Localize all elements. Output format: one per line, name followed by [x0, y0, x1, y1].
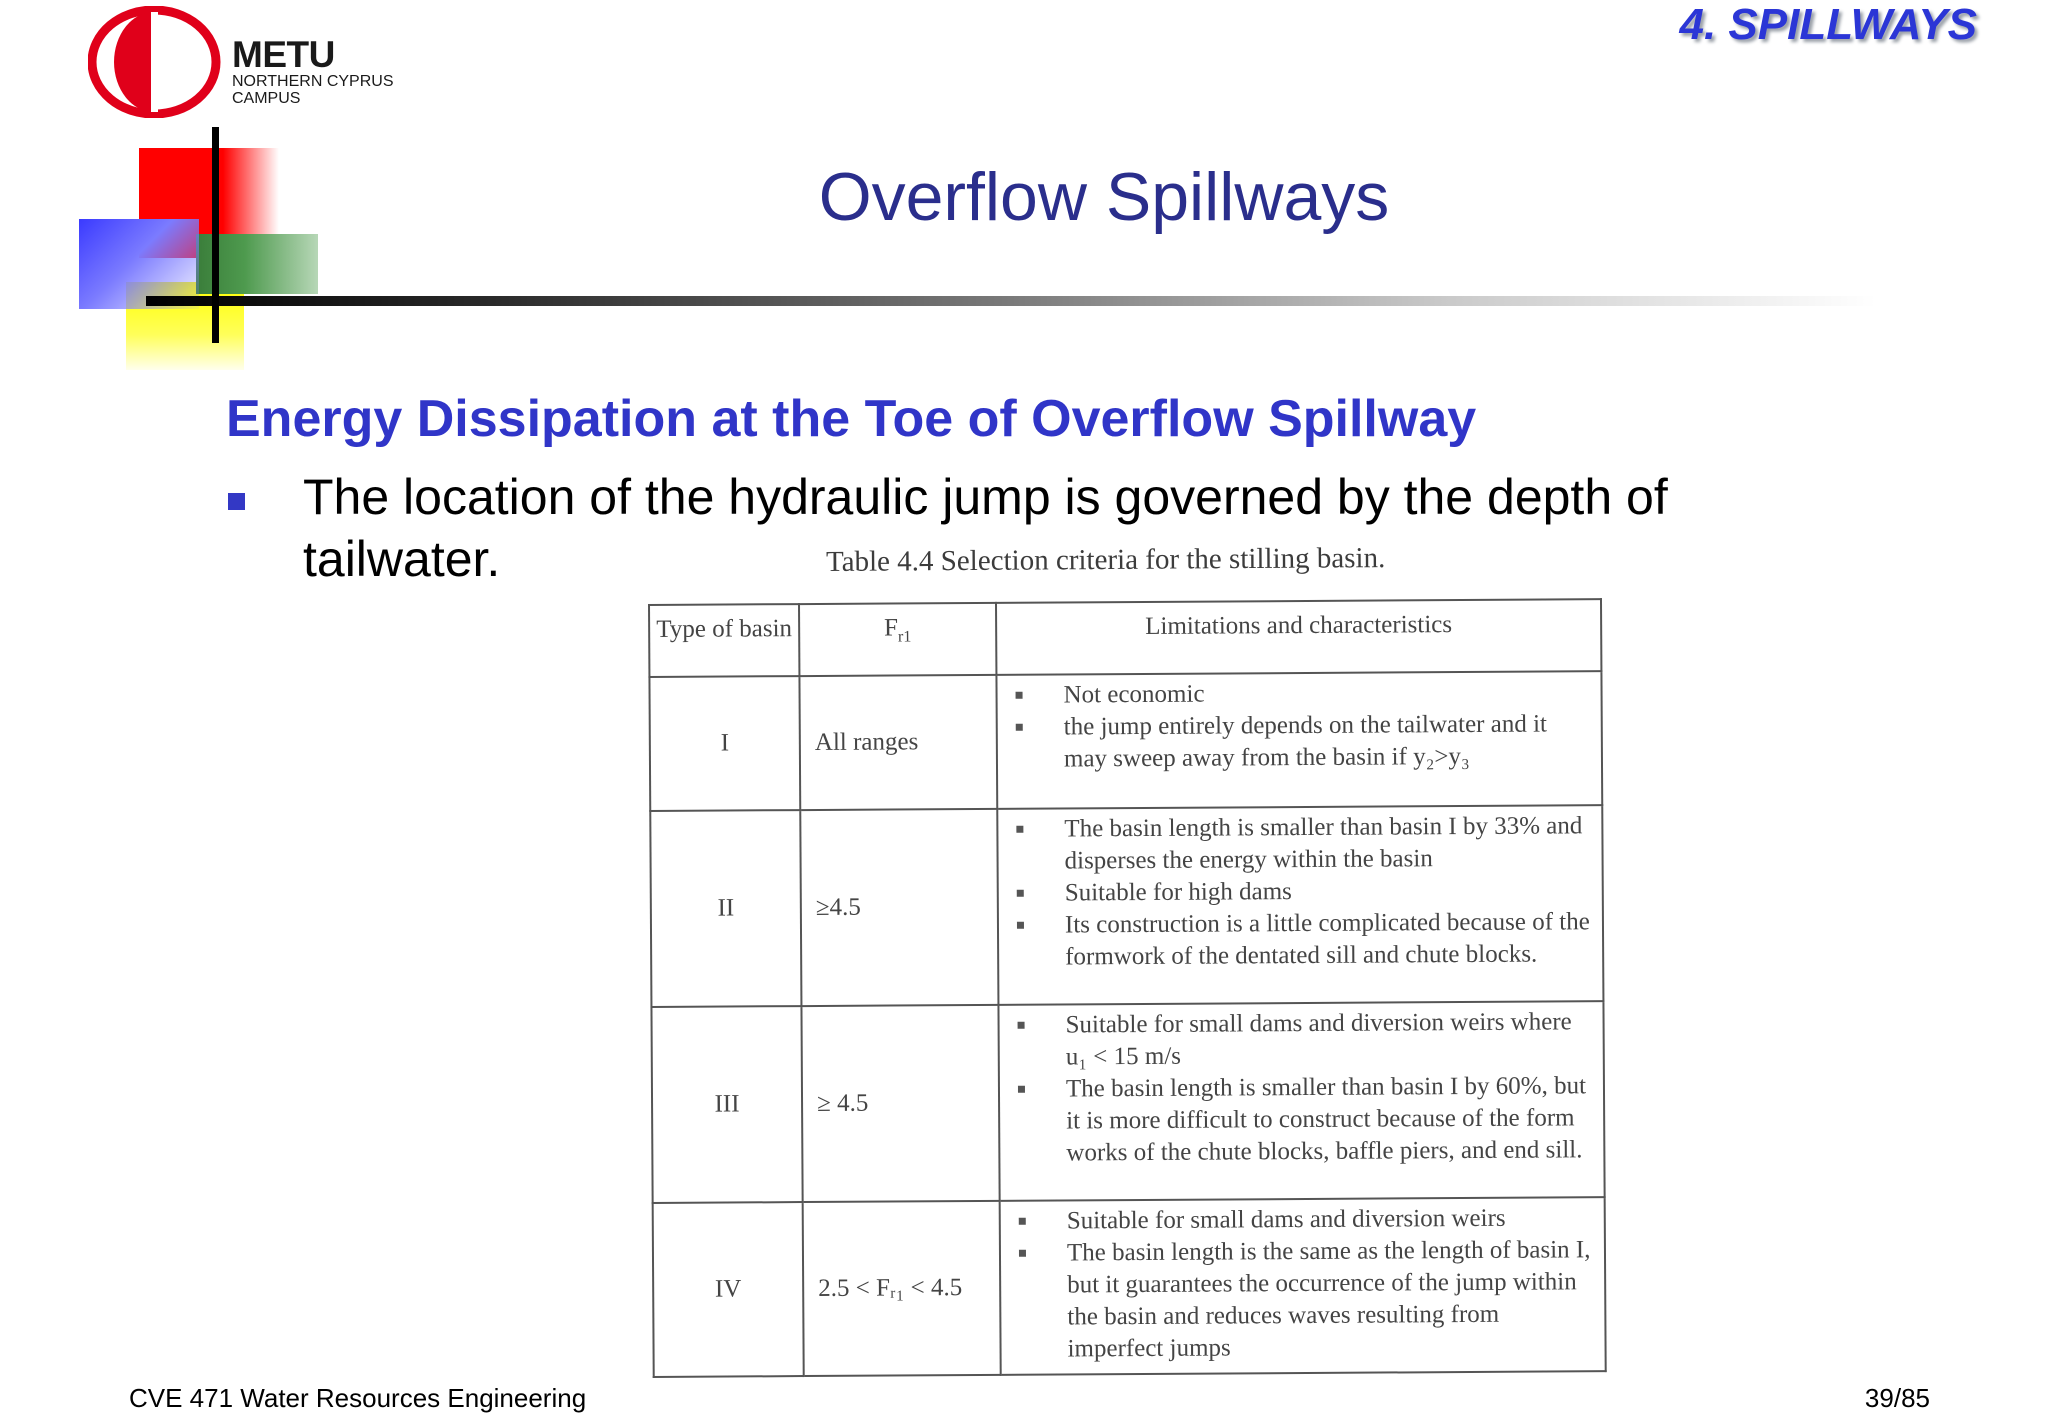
header-type [649, 604, 799, 677]
list-item-text: Suitable for small dams and diversion weirs [1066, 1204, 1506, 1235]
cell-fr: ≥ 4.5 [801, 1005, 999, 1202]
list-item [1011, 1202, 1594, 1238]
list-item-text: The basin length is the same as the length of basin I, but it guarantees the occurrence of the jump within the basin and reduces waves resulting from imperfect jumps [1066, 1236, 1591, 1363]
bullet-icon [1019, 1218, 1026, 1225]
header-limitations [996, 599, 1601, 675]
table-caption: Table 4.4 Selection criteria for the stilling basin. [825, 542, 1386, 578]
logo-name: METU [232, 34, 335, 75]
cell-type: III [651, 1006, 802, 1203]
cell-limitations [1000, 1197, 1606, 1375]
table-row [650, 805, 1603, 1007]
bullet-icon [1016, 692, 1023, 699]
list-item [1007, 676, 1590, 712]
list-item [1009, 906, 1592, 974]
cell-fr: 2.5 < Fᵣ₁ < 4.5 [803, 1201, 1001, 1376]
decor-horizontal-rule [146, 296, 1876, 306]
bullet-icon [1018, 1086, 1025, 1093]
bullet-square-icon [228, 493, 245, 510]
list-item-text: The basin length is smaller than basin I by 33% and disperses the energy within the basin [1064, 812, 1583, 875]
list-item [1008, 708, 1591, 776]
logo-sub-line1: NORTHERN CYPRUS [232, 73, 394, 90]
bullet-icon [1018, 1022, 1025, 1029]
cell-limitations [997, 805, 1603, 1005]
list-item [1008, 810, 1591, 878]
bullet-icon [1016, 826, 1023, 833]
bullet-icon [1017, 922, 1024, 929]
table-row [653, 1197, 1606, 1377]
table-row [651, 1001, 1604, 1203]
cell-fr: ≥4.5 [800, 809, 998, 1006]
header-fr-sub: r1 [897, 628, 912, 646]
list-item [1011, 1234, 1595, 1366]
footer-course: CVE 471 Water Resources Engineering [129, 1383, 587, 1413]
cell-limitations [998, 1001, 1604, 1201]
logo-subtitle [232, 73, 394, 107]
list-item [1009, 874, 1592, 910]
slide-title: Overflow Spillways [818, 159, 1390, 235]
list-item-text: Not economic [1063, 680, 1205, 709]
table-row [649, 671, 1602, 811]
footer-page-number: 39/85 [1864, 1383, 1930, 1413]
cell-type: II [650, 810, 801, 1007]
list-item [1009, 1006, 1592, 1074]
list-item-text: The basin length is smaller than basin I by 60%, but it is more difficult to construct because of the form works of the chute blocks, baffle piers, and end sill. [1065, 1072, 1587, 1167]
cell-limitations [996, 671, 1602, 809]
header-limitations-label: Limitations and characteristics [1145, 611, 1453, 640]
list-item [1010, 1070, 1594, 1170]
cell-fr: All ranges [799, 675, 997, 810]
slide-subtitle: Energy Dissipation at the Toe of Overflow Spillway [226, 390, 1477, 448]
logo-sub-line2: CAMPUS [232, 90, 301, 107]
cell-type: IV [653, 1202, 804, 1377]
metu-emblem-icon [88, 6, 224, 118]
table-header-row [649, 599, 1601, 677]
list-item-text: Suitable for small dams and diversion weirs where u₁ < 15 m/s [1065, 1008, 1572, 1071]
list-item-text: the jump entirely depends on the tailwater and it may sweep away from the basin if y₂>y₃ [1063, 710, 1548, 773]
cell-type: I [649, 676, 800, 811]
section-label: 4. SPILLWAYS [1679, 0, 1977, 49]
bullet-icon [1017, 890, 1024, 897]
bullet-icon [1019, 1250, 1026, 1257]
stilling-basin-table [648, 598, 1607, 1366]
bullet-text: The location of the hydraulic jump is governed by the depth of tailwater. [303, 469, 1668, 587]
selection-criteria-table [648, 598, 1607, 1378]
list-item-text: Suitable for high dams [1064, 878, 1292, 907]
header-fr-label: F [883, 614, 899, 642]
header-type-label: Type of basin [656, 615, 793, 643]
metu-logo [88, 6, 428, 121]
bullet-icon [1016, 724, 1023, 731]
header-fr [799, 603, 996, 676]
list-item-text: Its construction is a little complicated because of the formwork of the dentated sill and chute blocks. [1064, 908, 1590, 971]
